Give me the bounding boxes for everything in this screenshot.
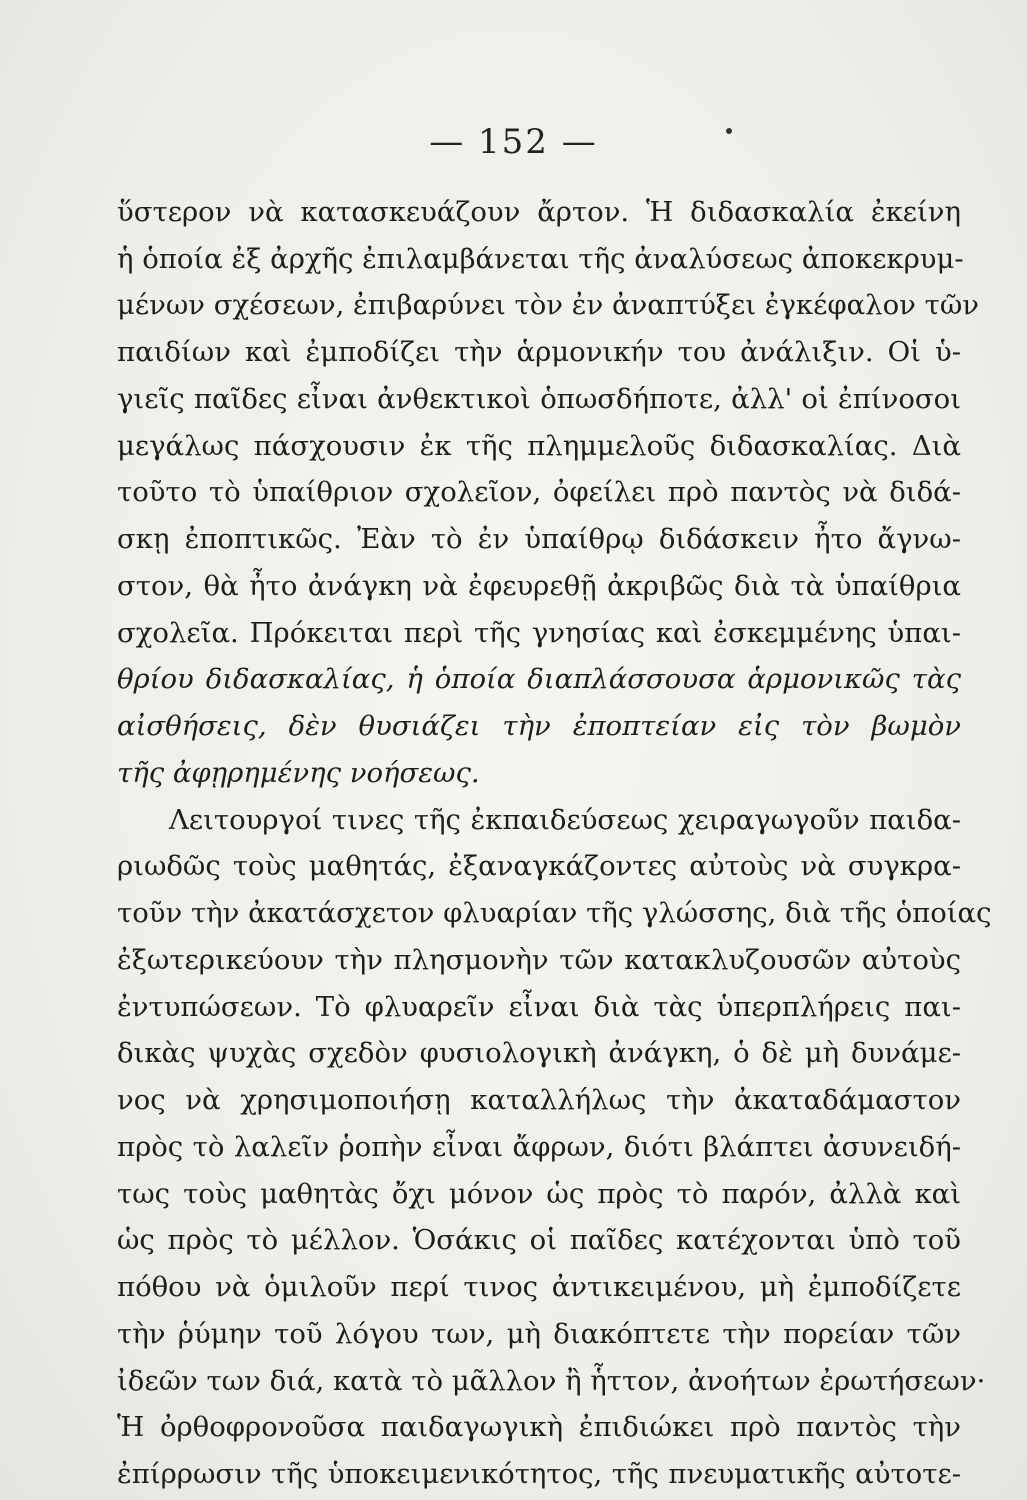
text-line: τως τοὺς μαθητὰς ὄχι μόνον ὡς πρὸς τὸ παρόν, ἀλλὰ καὶ: [117, 1178, 961, 1210]
text-line: ἐντυπώσεων. Τὸ φλυαρεῖν εἶναι διὰ τὰς ὑπερπλήρεις παι-: [117, 991, 961, 1023]
text-line: Λειτουργοί τινες τῆς ἐκπαιδεύσεως χειραγωγοῦν παιδα-: [169, 804, 961, 836]
text-line: δικὰς ψυχὰς σχεδὸν φυσιολογικὴ ἀνάγκη, ὁ δὲ μὴ δυνάμε-: [117, 1037, 961, 1069]
text-line: Ἡ ὀρθοφρονοῦσα παιδαγωγικὴ ἐπιδιώκει πρὸ παντὸς τὴν: [117, 1411, 961, 1443]
text-line: νος νὰ χρησιμοποιήσῃ καταλλήλως τὴν ἀκαταδάμαστον: [117, 1084, 961, 1116]
text-line: γιεῖς παῖδες εἶναι ἀνθεκτικοὶ ὁπωσδήποτε, ἀλλ' οἱ ἐπίνοσοι: [117, 383, 961, 415]
text-line: ριωδῶς τοὺς μαθητάς, ἐξαναγκάζοντες αὐτοὺς νὰ συγκρα-: [117, 850, 961, 882]
text-line: σχολεῖα. Πρόκειται περὶ τῆς γνησίας καὶ ἐσκεμμένης ὑπαι-: [117, 617, 961, 649]
page-number-header: — 152 —: [429, 122, 598, 162]
text-line: ἐξωτερικεύουν τὴν πλησμονὴν τῶν κατακλυζουσῶν αὐτοὺς: [117, 944, 961, 976]
text-line: ἐπίρρωσιν τῆς ὑποκειμενικότητος, τῆς πνευματικῆς αὐτοτε-: [117, 1458, 961, 1490]
text-line: τοῦν τὴν ἀκατάσχετον φλυαρίαν τῆς γλώσσης, διὰ τῆς ὁποίας: [117, 897, 992, 929]
text-line: μένων σχέσεων, ἐπιβαρύνει τὸν ἐν ἀναπτύξει ἐγκέφαλον τῶν: [117, 289, 979, 321]
text-line: ὕστερον νὰ κατασκευάζουν ἄρτον. Ἡ διδασκαλία ἐκείνη: [117, 196, 961, 228]
text-line: πόθου νὰ ὁμιλοῦν περί τινος ἀντικειμένου, μὴ ἐμποδίζετε: [117, 1271, 961, 1303]
text-line: μεγάλως πάσχουσιν ἐκ τῆς πλημμελοῦς διδασκαλίας. Διὰ: [117, 430, 961, 462]
text-line: στον, θὰ ἦτο ἀνάγκη νὰ ἐφευρεθῇ ἀκριβῶς διὰ τὰ ὑπαίθρια: [117, 570, 961, 602]
text-line: παιδίων καὶ ἐμποδίζει τὴν ἁρμονικήν του ἀνάλιξιν. Οἱ ὑ-: [117, 336, 961, 368]
text-line: τοῦτο τὸ ὑπαίθριον σχολεῖον, ὀφείλει πρὸ παντὸς νὰ διδά-: [117, 476, 961, 508]
text-line: πρὸς τὸ λαλεῖν ῥοπὴν εἶναι ἄφρων, διότι βλάπτει ἀσυνειδή-: [117, 1131, 961, 1163]
text-line: τὴν ῥύμην τοῦ λόγου των, μὴ διακόπτετε τὴν πορείαν τῶν: [117, 1318, 961, 1350]
text-line: ἡ ὁποία ἐξ ἀρχῆς ἐπιλαμβάνεται τῆς ἀναλύσεως ἀποκεκρυμ-: [117, 243, 964, 275]
text-line: ἰδεῶν των διά, κατὰ τὸ μᾶλλον ἢ ἧττον, ἀνοήτων ἐρωτήσεων·: [117, 1365, 986, 1397]
text-line: σκῃ ἐποπτικῶς. Ἐὰν τὸ ἐν ὑπαίθρῳ διδάσκειν ἦτο ἄγνω-: [117, 523, 961, 555]
ink-dot: [726, 128, 732, 134]
text-line: ὡς πρὸς τὸ μέλλον. Ὁσάκις οἱ παῖδες κατέχονται ὑπὸ τοῦ: [117, 1224, 961, 1256]
text-line: τῆς ἀφῃρημένης νοήσεως.: [117, 757, 480, 789]
text-line: αἰσθήσεις, δὲν θυσιάζει τὴν ἐποπτείαν εἰς τὸν βωμὸν: [117, 710, 961, 742]
text-line: θρίου διδασκαλίας, ἡ ὁποία διαπλάσσουσα ἁρμονικῶς τὰς: [117, 663, 961, 695]
